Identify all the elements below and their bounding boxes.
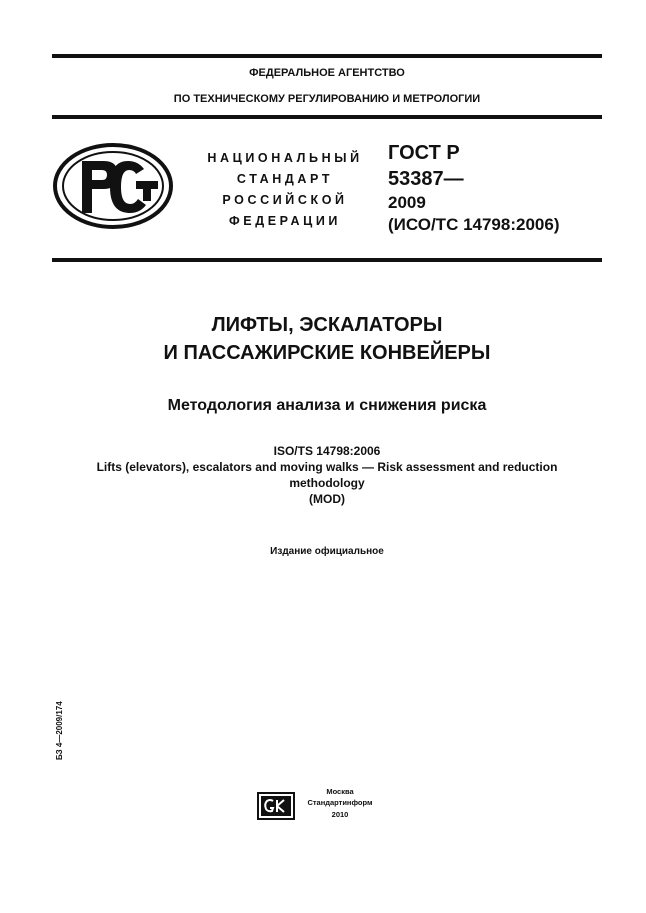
document-title bbox=[52, 311, 602, 367]
national-line-2: СТАНДАРТ bbox=[236, 172, 334, 186]
publisher-year: 2010 bbox=[331, 810, 349, 819]
gost-line-1: ГОСТ Р bbox=[388, 142, 460, 164]
national-line-3: РОССИЙСКОЙ bbox=[222, 193, 348, 207]
top-rule bbox=[52, 54, 602, 58]
document-subtitle: Методология анализа и снижения риска bbox=[167, 397, 487, 414]
national-standard-label bbox=[185, 148, 385, 232]
rst-logo-icon bbox=[52, 143, 174, 229]
iso-title-line-2: methodology bbox=[289, 476, 365, 490]
iso-reference bbox=[52, 443, 602, 507]
national-line-1: НАЦИОНАЛЬНЫЙ bbox=[207, 151, 363, 165]
title-line-2: И ПАССАЖИРСКИЕ КОНВЕЙЕРЫ bbox=[163, 342, 491, 364]
agency-line-2: ПО ТЕХНИЧЕСКОМУ РЕГУЛИРОВАНИЮ И МЕТРОЛОГИИ bbox=[173, 93, 481, 105]
gost-line-4: (ИСО/ТС 14798:2006) bbox=[388, 215, 560, 234]
agency-line-1: ФЕДЕРАЛЬНОЕ АГЕНТСТВО bbox=[249, 67, 405, 79]
block-bottom-rule bbox=[52, 258, 602, 262]
edition-label: Издание официальное bbox=[270, 546, 384, 557]
iso-modification: (MOD) bbox=[309, 492, 345, 506]
side-code: БЗ 4—2009/174 bbox=[55, 701, 64, 760]
gost-line-2: 53387— bbox=[388, 168, 464, 190]
publisher-logo-icon bbox=[257, 792, 295, 820]
iso-code: ISO/TS 14798:2006 bbox=[273, 444, 381, 458]
iso-title-line-1: Lifts (elevators), escalators and moving walks — Risk assessment and reduction bbox=[96, 460, 558, 474]
title-line-1: ЛИФТЫ, ЭСКАЛАТОРЫ bbox=[211, 314, 443, 336]
publisher-name: Стандартинформ bbox=[307, 798, 373, 807]
gost-designation bbox=[388, 140, 559, 236]
national-line-4: ФЕДЕРАЦИИ bbox=[228, 214, 341, 228]
header-bottom-rule bbox=[52, 115, 602, 119]
gost-line-3: 2009 bbox=[388, 193, 426, 212]
publisher-city: Москва bbox=[326, 787, 354, 796]
